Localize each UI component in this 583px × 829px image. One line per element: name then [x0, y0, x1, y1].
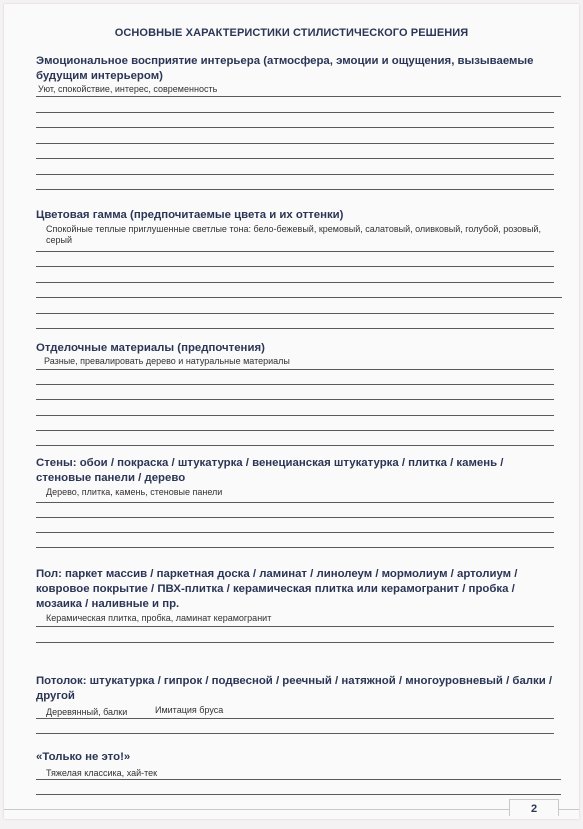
answer-text: Деревянный, балки: [46, 707, 128, 717]
section-heading: Эмоциональное восприятие интерьера (атмосфера, эмоции и ощущения, вызываемые будущим интерьером): [36, 55, 534, 82]
answer-line: [36, 112, 554, 113]
footer-divider: [4, 809, 579, 810]
answer-line: [36, 718, 554, 719]
answer-line: [36, 127, 554, 128]
answer-line: [36, 517, 554, 518]
answer-line: [36, 251, 554, 252]
page-number: 2: [509, 799, 559, 816]
section-heading: Пол: паркет массив / паркетная доска / ламинат / линолеум / мормолиум / артолиум / ковровое покрытие / ПВХ-плитка / керамическая плитка или керамогранит / пробка / мозаика / наливные и пр.: [36, 568, 518, 610]
section-ceiling: [36, 674, 556, 717]
page-title: ОСНОВНЫЕ ХАРАКТЕРИСТИКИ СТИЛИСТИЧЕСКОГО РЕШЕНИЯ: [114, 27, 469, 39]
answer-text: Тяжелая классика, хай-тек: [46, 768, 158, 778]
answer-line: [36, 642, 554, 643]
answer-line: [36, 415, 554, 416]
answer-line: [36, 313, 554, 314]
section-heading: Цветовая гамма (предпочитаемые цвета и их оттенки): [36, 209, 344, 221]
answer-line: [36, 532, 554, 533]
answer-line: [36, 779, 561, 780]
answer-line: [36, 328, 554, 329]
answer-line: [36, 430, 554, 431]
section-heading: Стены: обои / покраска / штукатурка / венецианская штукатурка / плитка / камень / стеновые панели / дерево: [36, 457, 504, 484]
section-color-palette: [36, 208, 556, 245]
answer-line: [36, 794, 561, 795]
answer-text: Разные, превалировать дерево и натуральные материалы: [44, 356, 290, 366]
answer-line: [36, 626, 554, 627]
answer-line: [36, 384, 554, 385]
answer-line: [36, 189, 554, 190]
section-heading: Потолок: штукатурка / гипрок / подвесной / реечный / натяжной / многоуровневый / балки / другой: [36, 675, 553, 702]
section-emotional-perception: [36, 54, 556, 94]
section-floor: [36, 567, 556, 623]
answer-text-second: Имитация бруса: [155, 705, 224, 715]
answer-line: [36, 445, 554, 446]
answer-text: Керамическая плитка, пробка, ламинат керамогранит: [46, 613, 272, 623]
section-not-this: [36, 750, 556, 778]
section-heading: «Только не это!»: [36, 751, 131, 763]
answer-line: [36, 266, 554, 267]
answer-line: [36, 547, 554, 548]
answer-line: [36, 502, 554, 503]
answer-line: [36, 96, 561, 97]
answer-line: [36, 297, 562, 298]
section-heading: Отделочные материалы (предпочтения): [36, 342, 265, 354]
answer-line: [36, 158, 554, 159]
answer-line: [36, 399, 554, 400]
answer-line: [36, 174, 554, 175]
section-walls: [36, 456, 556, 497]
answer-line: [36, 733, 554, 734]
section-finishing-materials: [36, 341, 556, 366]
answer-line: [36, 369, 554, 370]
answer-text: Уют, спокойствие, интерес, современность: [38, 84, 218, 94]
answer-text: Спокойные теплые приглушенные светлые тона: бело-бежевый, кремовый, салатовый, оливковый, голубой, розовый, серый: [46, 224, 541, 245]
answer-line: [36, 143, 554, 144]
questionnaire-page: [4, 4, 579, 819]
answer-line: [36, 282, 554, 283]
answer-text: Дерево, плитка, камень, стеновые панели: [46, 487, 223, 497]
